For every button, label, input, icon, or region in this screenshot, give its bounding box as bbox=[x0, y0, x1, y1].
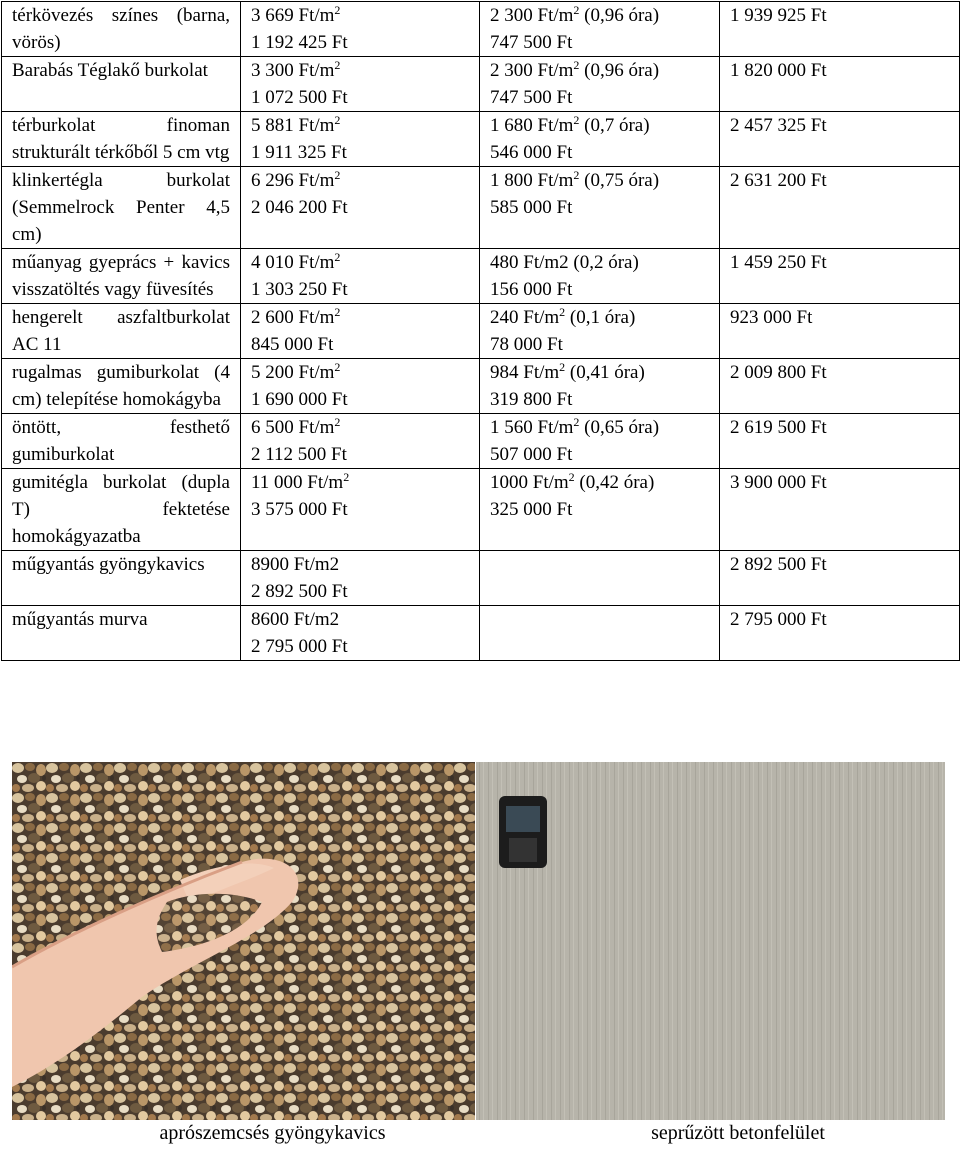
table-row bbox=[2, 551, 960, 606]
table-row bbox=[2, 606, 960, 661]
table-row bbox=[2, 359, 960, 414]
total-cost-cell: 2 457 325 Ft bbox=[720, 112, 960, 167]
pebble-photo bbox=[12, 762, 475, 1120]
subtotal: 1 911 325 Ft bbox=[251, 142, 347, 163]
labor-cost-cell bbox=[480, 249, 720, 304]
unit-price: 11 000 $Ft/m^2$ bbox=[251, 470, 350, 493]
unit-price: 3 300 $Ft/m^2$ bbox=[251, 58, 341, 81]
subtotal: 3 575 000 Ft bbox=[251, 499, 348, 520]
total-cost-cell: 2 631 200 Ft bbox=[720, 167, 960, 249]
pebble-caption: aprószemcsés gyöngykavics bbox=[159, 1122, 386, 1144]
material-cost-cell bbox=[241, 167, 480, 249]
subtotal: 546 000 Ft bbox=[490, 142, 573, 163]
subtotal: 156 000 Ft bbox=[490, 279, 573, 300]
cost-table bbox=[1, 1, 960, 661]
unit-price: 240 $Ft/m^2$ (0,1 óra) bbox=[490, 305, 636, 328]
material-cost-cell bbox=[241, 249, 480, 304]
total-cost-cell: 2 892 500 Ft bbox=[720, 551, 960, 606]
unit-price: 2 600 $Ft/m^2$ bbox=[251, 305, 341, 328]
unit-price: 2 300 $Ft/m^2$ (0,96 óra) bbox=[490, 58, 660, 81]
material-cost-cell bbox=[241, 606, 480, 661]
unit-price: 8900 Ft/m2 bbox=[251, 554, 340, 575]
paving-type-cell: öntött, festhető gumiburkolat bbox=[2, 414, 241, 469]
labor-cost-cell bbox=[480, 469, 720, 551]
unit-price: 8600 Ft/m2 bbox=[251, 609, 340, 630]
subtotal: 1 303 250 Ft bbox=[251, 279, 348, 300]
unit-price: 1 560 $Ft/m^2$ (0,65 óra) bbox=[490, 415, 660, 438]
table-row bbox=[2, 2, 960, 57]
table-row bbox=[2, 249, 960, 304]
total-cost-cell: 2 619 500 Ft bbox=[720, 414, 960, 469]
table-row bbox=[2, 112, 960, 167]
labor-cost-cell bbox=[480, 551, 720, 606]
paving-type-cell: térkövezés színes (barna, vörös) bbox=[2, 2, 241, 57]
unit-price: 1000 $Ft/m^2$ (0,42 óra) bbox=[490, 470, 655, 493]
unit-price: 984 $Ft/m^2$ (0,41 óra) bbox=[490, 360, 645, 383]
material-cost-cell bbox=[241, 112, 480, 167]
unit-price: 5 881 $Ft/m^2$ bbox=[251, 113, 341, 136]
paving-type-cell: gumitégla burkolat (dupla T) fektetése homokágyazatba bbox=[2, 469, 241, 551]
unit-price: 1 800 $Ft/m^2$ (0,75 óra) bbox=[490, 168, 660, 191]
subtotal: 747 500 Ft bbox=[490, 87, 573, 108]
table-row bbox=[2, 414, 960, 469]
material-cost-cell bbox=[241, 551, 480, 606]
unit-price: 480 Ft/m2 (0,2 óra) bbox=[490, 252, 639, 273]
table-row bbox=[2, 57, 960, 112]
phone-icon bbox=[499, 796, 547, 868]
subtotal: 1 192 425 Ft bbox=[251, 32, 348, 53]
paving-type-cell: térburkolat finoman strukturált térkőből 5 cm vtg bbox=[2, 112, 241, 167]
labor-cost-cell bbox=[480, 2, 720, 57]
unit-price: 3 669 $Ft/m^2$ bbox=[251, 3, 341, 26]
total-cost-cell: 2 009 800 Ft bbox=[720, 359, 960, 414]
table-row bbox=[2, 469, 960, 551]
material-cost-cell bbox=[241, 359, 480, 414]
labor-cost-cell bbox=[480, 606, 720, 661]
paving-type-cell: rugalmas gumiburkolat (4 cm) telepítése homokágyba bbox=[2, 359, 241, 414]
labor-cost-cell bbox=[480, 167, 720, 249]
material-cost-cell bbox=[241, 57, 480, 112]
subtotal: 2 046 200 Ft bbox=[251, 197, 348, 218]
total-cost-cell: 1 939 925 Ft bbox=[720, 2, 960, 57]
subtotal: 2 795 000 Ft bbox=[251, 636, 348, 657]
labor-cost-cell bbox=[480, 304, 720, 359]
table-row bbox=[2, 167, 960, 249]
labor-cost-cell bbox=[480, 359, 720, 414]
paving-type-cell: műanyag gyeprács + kavics visszatöltés vagy füvesítés bbox=[2, 249, 241, 304]
subtotal: 507 000 Ft bbox=[490, 444, 573, 465]
material-cost-cell bbox=[241, 469, 480, 551]
labor-cost-cell bbox=[480, 112, 720, 167]
unit-price: 6 296 $Ft/m^2$ bbox=[251, 168, 341, 191]
concrete-photo bbox=[476, 762, 945, 1120]
subtotal: 319 800 Ft bbox=[490, 389, 573, 410]
table-row bbox=[2, 304, 960, 359]
paving-type-cell: klinkertégla burkolat (Semmelrock Penter 4,5 cm) bbox=[2, 167, 241, 249]
paving-type-cell: Barabás Téglakő burkolat bbox=[2, 57, 241, 112]
subtotal: 747 500 Ft bbox=[490, 32, 573, 53]
total-cost-cell: 1 820 000 Ft bbox=[720, 57, 960, 112]
subtotal: 845 000 Ft bbox=[251, 334, 334, 355]
concrete-caption: seprűzött betonfelület bbox=[651, 1122, 825, 1144]
unit-price: 1 680 $Ft/m^2$ (0,7 óra) bbox=[490, 113, 650, 136]
material-cost-cell bbox=[241, 304, 480, 359]
subtotal: 1 690 000 Ft bbox=[251, 389, 348, 410]
paving-type-cell: hengerelt aszfaltburkolat AC 11 bbox=[2, 304, 241, 359]
paving-type-cell: műgyantás murva bbox=[2, 606, 241, 661]
subtotal: 325 000 Ft bbox=[490, 499, 573, 520]
unit-price: 5 200 $Ft/m^2$ bbox=[251, 360, 341, 383]
subtotal: 2 112 500 Ft bbox=[251, 444, 347, 465]
material-cost-cell bbox=[241, 2, 480, 57]
labor-cost-cell bbox=[480, 414, 720, 469]
subtotal: 78 000 Ft bbox=[490, 334, 563, 355]
total-cost-cell: 2 795 000 Ft bbox=[720, 606, 960, 661]
labor-cost-cell bbox=[480, 57, 720, 112]
subtotal: 1 072 500 Ft bbox=[251, 87, 348, 108]
unit-price: 6 500 $Ft/m^2$ bbox=[251, 415, 341, 438]
subtotal: 585 000 Ft bbox=[490, 197, 573, 218]
total-cost-cell: 3 900 000 Ft bbox=[720, 469, 960, 551]
total-cost-cell: 1 459 250 Ft bbox=[720, 249, 960, 304]
paving-type-cell: műgyantás gyöngykavics bbox=[2, 551, 241, 606]
total-cost-cell: 923 000 Ft bbox=[720, 304, 960, 359]
unit-price: 4 010 $Ft/m^2$ bbox=[251, 250, 341, 273]
subtotal: 2 892 500 Ft bbox=[251, 581, 348, 602]
material-cost-cell bbox=[241, 414, 480, 469]
unit-price: 2 300 $Ft/m^2$ (0,96 óra) bbox=[490, 3, 660, 26]
